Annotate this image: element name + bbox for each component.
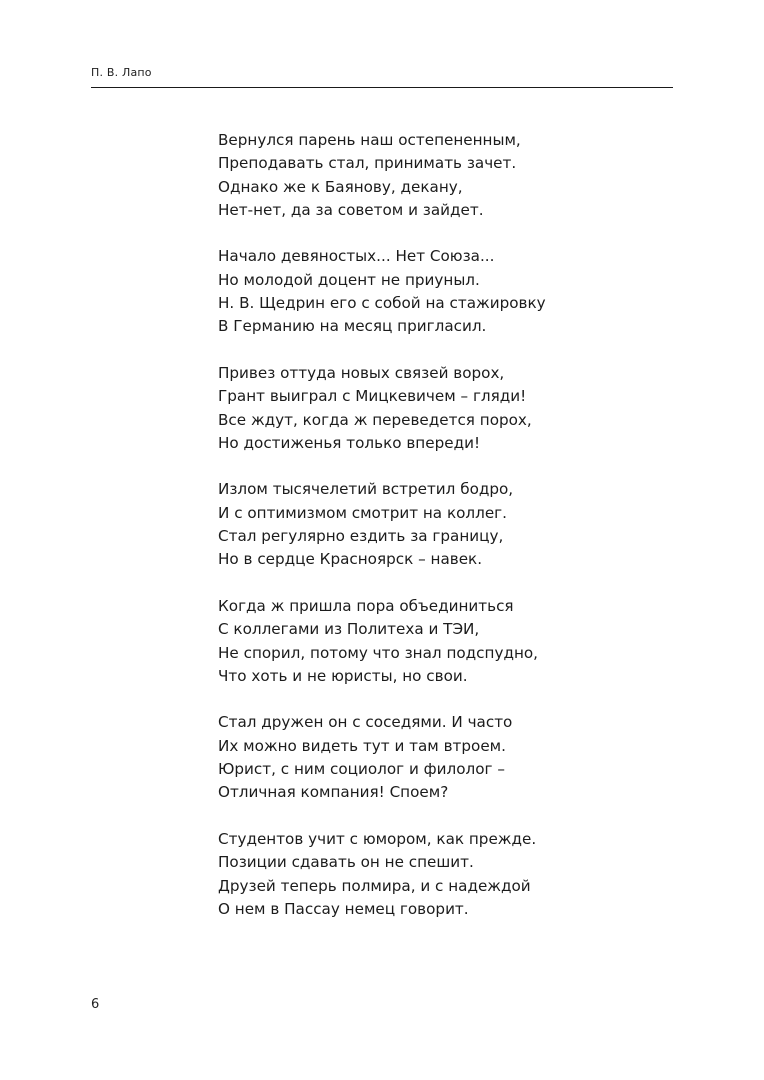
stanza-1 (218, 129, 688, 222)
poem-line: Но в сердце Красноярск – навек. (218, 550, 483, 569)
poem-line: Их можно видеть тут и там втроем. (218, 736, 506, 755)
poem-line: Юрист, с ним социолог и филолог – (218, 760, 505, 779)
stanza-7 (218, 828, 688, 921)
poem-line: Излом тысячелетий встретил бодро, (218, 480, 514, 499)
poem-line: Что хоть и не юристы, но свои. (218, 666, 468, 685)
poem-line: Н. В. Щедрин его с собой на стажировку (218, 294, 546, 313)
page-number: 6 (91, 997, 100, 1012)
poem-line: Грант выиграл с Мицкевичем – гляди! (218, 387, 527, 406)
running-head-author: П. В. Лапо (91, 66, 152, 79)
poem-line: Не спорил, потому что знал подспудно, (218, 643, 538, 662)
poem-line: Позиции сдавать он не спешит. (218, 853, 474, 872)
stanza-2 (218, 245, 688, 338)
poem (218, 129, 688, 944)
poem-line: Вернулся парень наш остепененным, (218, 131, 521, 149)
poem-line: О нем в Пассау немец говорит. (218, 899, 469, 918)
poem-line: Студентов учит с юмором, как прежде. (218, 829, 537, 848)
poem-line: И с оптимизмом смотрит на коллег. (218, 503, 507, 522)
poem-line: Стал регулярно ездить за границу, (218, 527, 504, 546)
header-divider (91, 87, 673, 88)
poem-line: Нет-нет, да за советом и зайдет. (218, 200, 484, 219)
poem-line: В Германию на месяц пригласил. (218, 317, 487, 336)
poem-line: С коллегами из Политеха и ТЭИ, (218, 620, 480, 639)
poem-line: Друзей теперь полмира, и с надеждой (218, 876, 531, 895)
stanza-3 (218, 362, 688, 455)
poem-line: Когда ж пришла пора объединиться (218, 596, 514, 615)
stanza-5 (218, 595, 688, 688)
poem-line: Стал дружен он с соседями. И часто (218, 713, 513, 732)
poem-line: Все ждут, когда ж переведется порох, (218, 410, 532, 429)
stanza-6 (218, 711, 688, 804)
stanza-4 (218, 478, 688, 571)
poem-line: Начало девяностых... Нет Союза... (218, 247, 495, 266)
poem-line: Но достиженья только впереди! (218, 433, 481, 452)
poem-line: Однако же к Баянову, декану, (218, 177, 463, 196)
poem-line: Преподавать стал, принимать зачет. (218, 154, 517, 173)
poem-line: Отличная компания! Споем? (218, 783, 449, 802)
poem-line: Привез оттуда новых связей ворох, (218, 363, 505, 382)
poem-line: Но молодой доцент не приуныл. (218, 270, 480, 289)
